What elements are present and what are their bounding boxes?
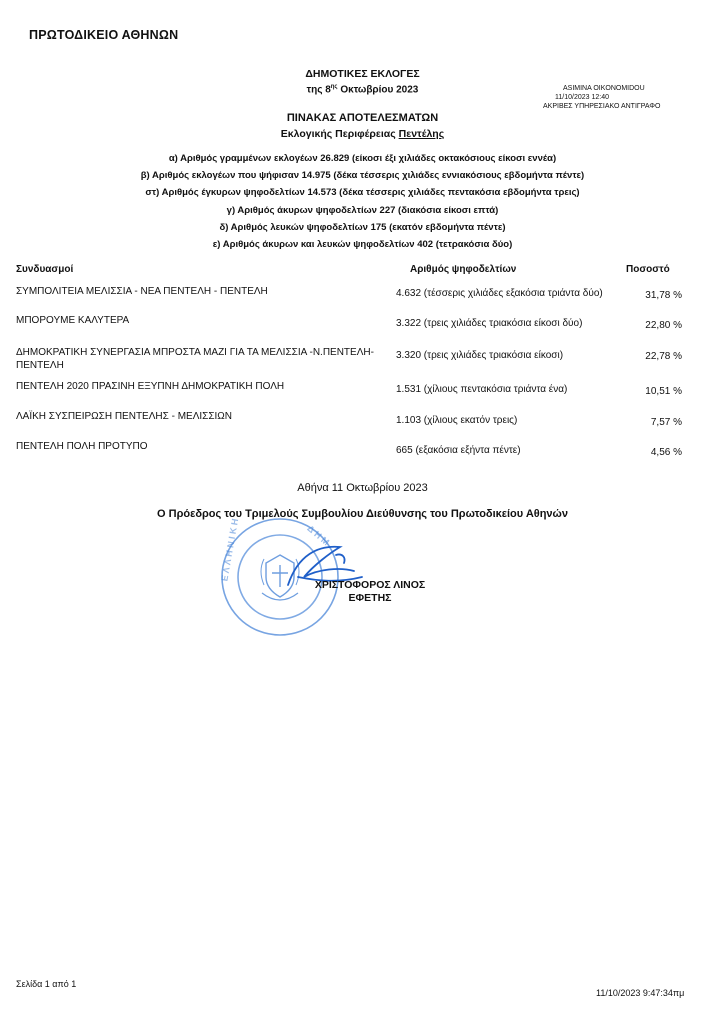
signer-name: ΧΡΙΣΤΟΦΟΡΟΣ ΛΙΝΟΣ — [314, 579, 426, 591]
stat-registered: α) Αριθμός γραμμένων εκλογέων 26.829 (είκοσι έξι χιλιάδες οκτακόσιους είκοσι εννέα) — [168, 153, 557, 164]
certification-stamp — [543, 84, 660, 111]
row-name: ΔΗΜΟΚΡΑΤΙΚΗ ΣΥΝΕΡΓΑΣΙΑ ΜΠΡΟΣΤΑ ΜΑΖΙ ΓΙΑ ΤΑ ΜΕΛΙΣΣΙΑ -Ν.ΠΕΝΤΕΛΗ-ΠΕΝΤΕΛΗ — [16, 347, 374, 371]
row-votes: 4.632 (τέσσερις χιλιάδες εξακόσια τριάντα δύο) — [396, 288, 603, 299]
court-name: ΠΡΩΤΟΔΙΚΕΙΟ ΑΘΗΝΩΝ — [29, 28, 179, 42]
page-number: Σελίδα 1 από 1 — [16, 979, 77, 989]
svg-text:Δ Η Μ: Δ Η Μ — [305, 523, 332, 548]
row-percentage: 22,78 % — [645, 351, 682, 362]
row-name: ΜΠΟΡΟΥΜΕ ΚΑΛΥΤΕΡΑ — [16, 315, 130, 326]
header-votes: Αριθμός ψηφοδελτίων — [410, 264, 517, 275]
row-votes: 3.320 (τρεις χιλιάδες τριακόσια είκοσι) — [396, 350, 564, 361]
row-name: ΣΥΜΠΟΛΙΤΕΙΑ ΜΕΛΙΣΣΙΑ - ΝΕΑ ΠΕΝΤΕΛΗ - ΠΕΝΤΕΛΗ — [16, 286, 268, 297]
footer-timestamp: 11/10/2023 9:47:34πμ — [596, 988, 685, 998]
president-line: Ο Πρόεδρος του Τριμελούς Συμβουλίου Διεύθυνσης του Πρωτοδικείου Αθηνών — [157, 508, 568, 520]
results-title: ΠΙΝΑΚΑΣ ΑΠΟΤΕΛΕΣΜΑΤΩΝ — [286, 112, 439, 124]
row-votes: 3.322 (τρεις χιλιάδες τριακόσια είκοσι δύο) — [396, 318, 583, 329]
row-name: ΠΕΝΤΕΛΗ ΠΟΛΗ ΠΡΟΤΥΠΟ — [16, 441, 148, 452]
row-percentage: 22,80 % — [645, 320, 682, 331]
row-name: ΛΑΪΚΗ ΣΥΣΠΕΙΡΩΣΗ ΠΕΝΤΕΛΗΣ - ΜΕΛΙΣΣΙΩΝ — [16, 411, 232, 422]
place-date: Αθήνα 11 Οκτωβρίου 2023 — [297, 482, 428, 494]
row-percentage: 10,51 % — [645, 386, 682, 397]
stat-voted: β) Αριθμός εκλογέων που ψήφισαν 14.975 (δέκα τέσσερις χιλιάδες εννιακόσιους εβδομήντα πέντε) — [140, 170, 585, 182]
district-name: Πεντέλης — [398, 128, 445, 140]
row-votes: 1.103 (χίλιους εκατόν τρεις) — [396, 415, 518, 426]
district-line — [0, 128, 725, 140]
stamp-note: ΑΚΡΙΒΕΣ ΥΠΗΡΕΣΙΑΚΟ ΑΝΤΙΓΡΑΦΟ — [543, 103, 661, 110]
row-percentage: 4,56 % — [650, 447, 682, 458]
row-votes: 1.531 (χίλιους πεντακόσια τριάντα ένα) — [396, 384, 568, 395]
stat-invalid-blank: ε) Αριθμός άκυρων και λευκών ψηφοδελτίων 402 (τετρακόσια δύο) — [212, 239, 513, 251]
header-coalitions: Συνδυασμοί — [16, 264, 74, 275]
election-title: ΔΗΜΟΤΙΚΕΣ ΕΚΛΟΓΕΣ — [305, 68, 420, 80]
election-stats — [0, 150, 725, 253]
row-percentage: 7,57 % — [650, 417, 682, 428]
election-date-suffix: Οκτωβρίου 2023 — [337, 84, 419, 96]
stat-valid: στ) Αριθμός έγκυρων ψηφοδελτίων 14.573 (δέκα τέσσερις χιλιάδες πεντακόσια εβδομήντα τρεις) — [145, 187, 580, 199]
stat-invalid: γ) Αριθμός άκυρων ψηφοδελτίων 227 (διακόσια είκοσι επτά) — [226, 204, 499, 216]
signer-block — [305, 579, 435, 605]
stamp-name: ASIMINA OIKONOMIDOU — [563, 85, 645, 92]
stat-blank: δ) Αριθμός λευκών ψηφοδελτίων 175 (εκατόν εβδομήντα πέντε) — [219, 221, 506, 233]
header-percentage: Ποσοστό — [626, 264, 670, 275]
signer-title: ΕΦΕΤΗΣ — [348, 592, 392, 604]
row-name: ΠΕΝΤΕΛΗ 2020 ΠΡΑΣΙΝΗ ΕΞΥΠΝΗ ΔΗΜΟΚΡΑΤΙΚΗ ΠΟΛΗ — [16, 381, 285, 392]
district-prefix: Εκλογικής Περιφέρειας — [280, 128, 399, 140]
election-date-prefix: της 8 — [306, 84, 331, 96]
row-votes: 665 (εξακόσια εξήντα πέντε) — [396, 445, 521, 456]
stamp-datetime: 11/10/2023 12:40 — [555, 94, 609, 101]
svg-text:Ε Λ Λ Η Ν Ι Κ Η: Ε Λ Λ Η Ν Ι Κ Η — [219, 517, 241, 582]
row-percentage: 31,78 % — [645, 290, 682, 301]
election-date-sup: ης — [330, 84, 338, 90]
